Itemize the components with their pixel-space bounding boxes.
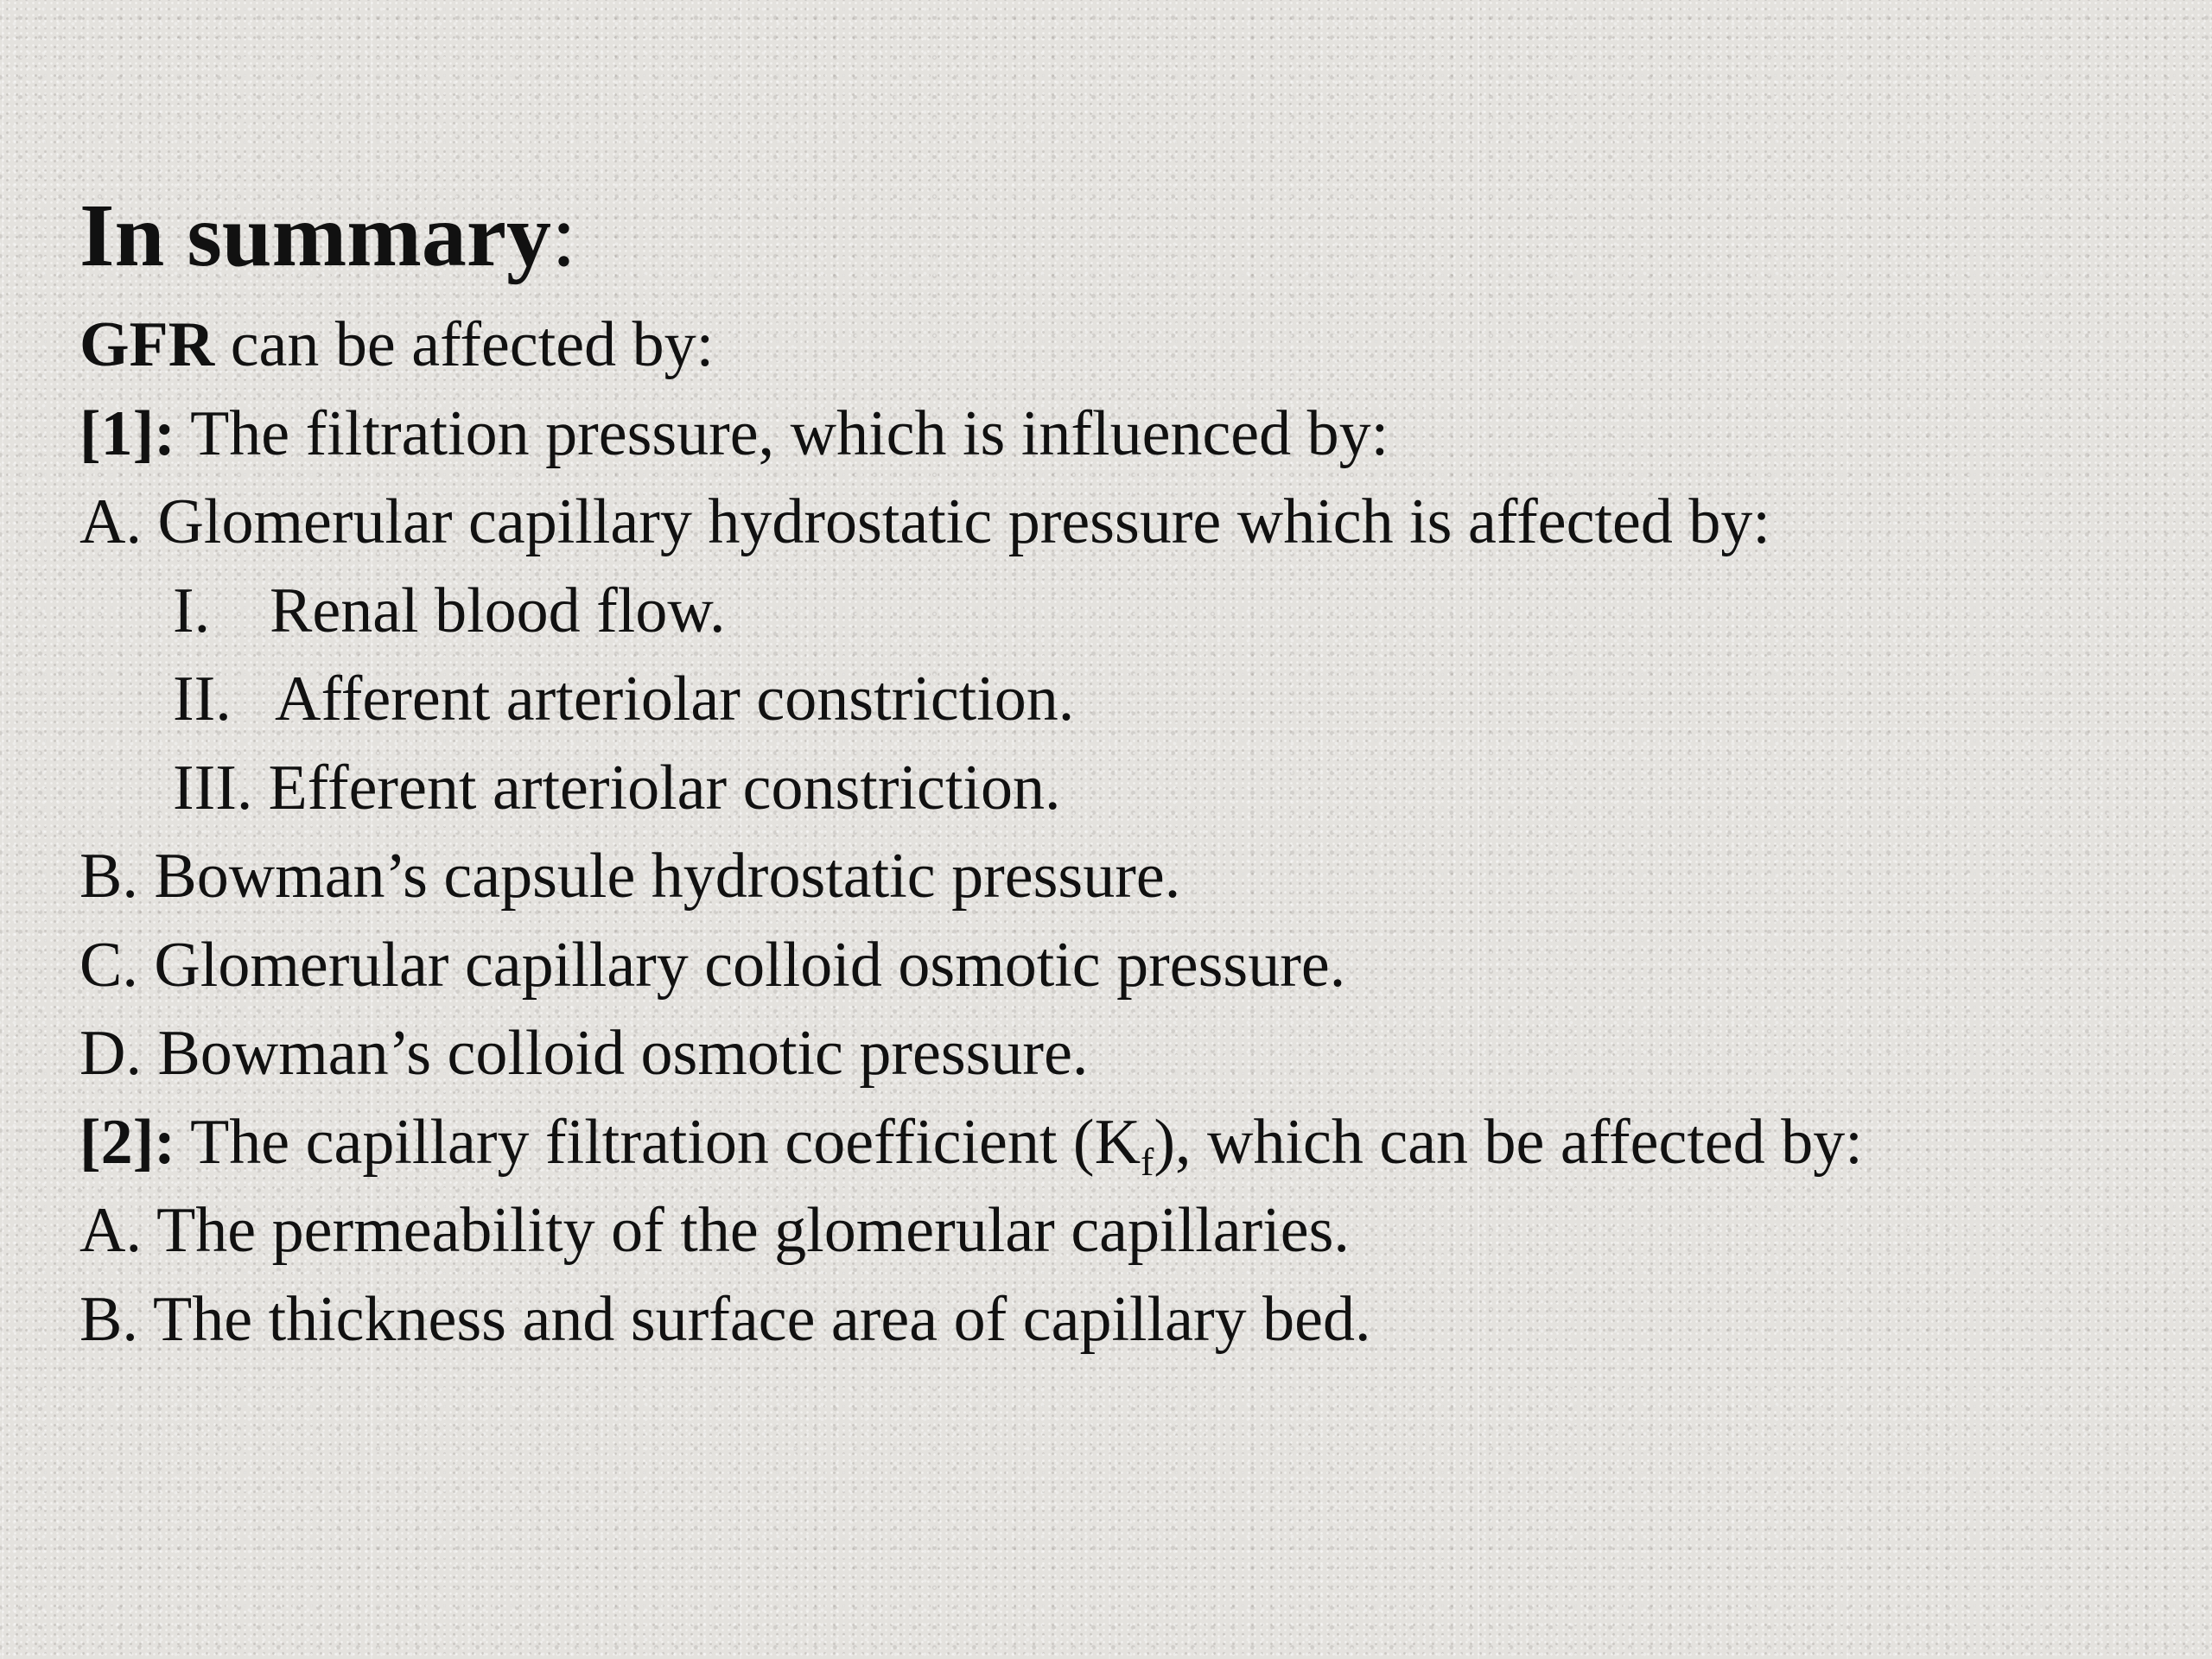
kf-subscript: f <box>1141 1139 1154 1184</box>
section-2-item-a: A. The permeability of the glomerular capillaries. <box>79 1195 1350 1266</box>
subitem-text: Afferent arteriolar constriction. <box>275 664 1075 734</box>
slide-title-bold: In summary <box>79 186 552 285</box>
section-1-subitem-iii <box>79 744 2188 833</box>
section-2-heading <box>79 1098 2188 1187</box>
section-1-marker: [1]: <box>79 397 175 469</box>
subitem-numeral: III. <box>173 752 253 823</box>
slide-title <box>79 181 2188 290</box>
section-1-item-a: A. Glomerular capillary hydrostatic pressure which is affected by: <box>79 486 1770 557</box>
section-1-item-c: C. Glomerular capillary colloid osmotic pressure. <box>79 929 1346 1001</box>
subitem-numeral: II. <box>173 664 232 734</box>
section-2-text-before: The capillary filtration coefficient (K <box>175 1106 1141 1178</box>
slide-content <box>79 181 2188 1363</box>
section-1-subitem-ii <box>79 655 2188 744</box>
subitem-text: Efferent arteriolar constriction. <box>268 752 1061 823</box>
subitem-numeral: I. <box>173 575 211 646</box>
intro-bold: GFR <box>79 309 215 380</box>
section-1-text: The filtration pressure, which is influenced by: <box>175 397 1389 469</box>
section-2-item-b: B. The thickness and surface area of capillary bed. <box>79 1283 1371 1355</box>
section-1-item-d: D. Bowman’s colloid osmotic pressure. <box>79 1018 1089 1089</box>
section-1-subitem-i <box>79 567 2188 656</box>
slide-title-colon: : <box>551 186 576 285</box>
intro-text: can be affected by: <box>214 309 715 380</box>
subitem-text: Renal blood flow. <box>270 575 726 646</box>
section-2-marker: [2]: <box>79 1106 175 1178</box>
section-2-text-after: ), which can be affected by: <box>1154 1106 1863 1178</box>
section-1-item-b: B. Bowman’s capsule hydrostatic pressure. <box>79 841 1181 912</box>
section-1-heading <box>79 390 2188 479</box>
intro-line <box>79 301 2188 390</box>
